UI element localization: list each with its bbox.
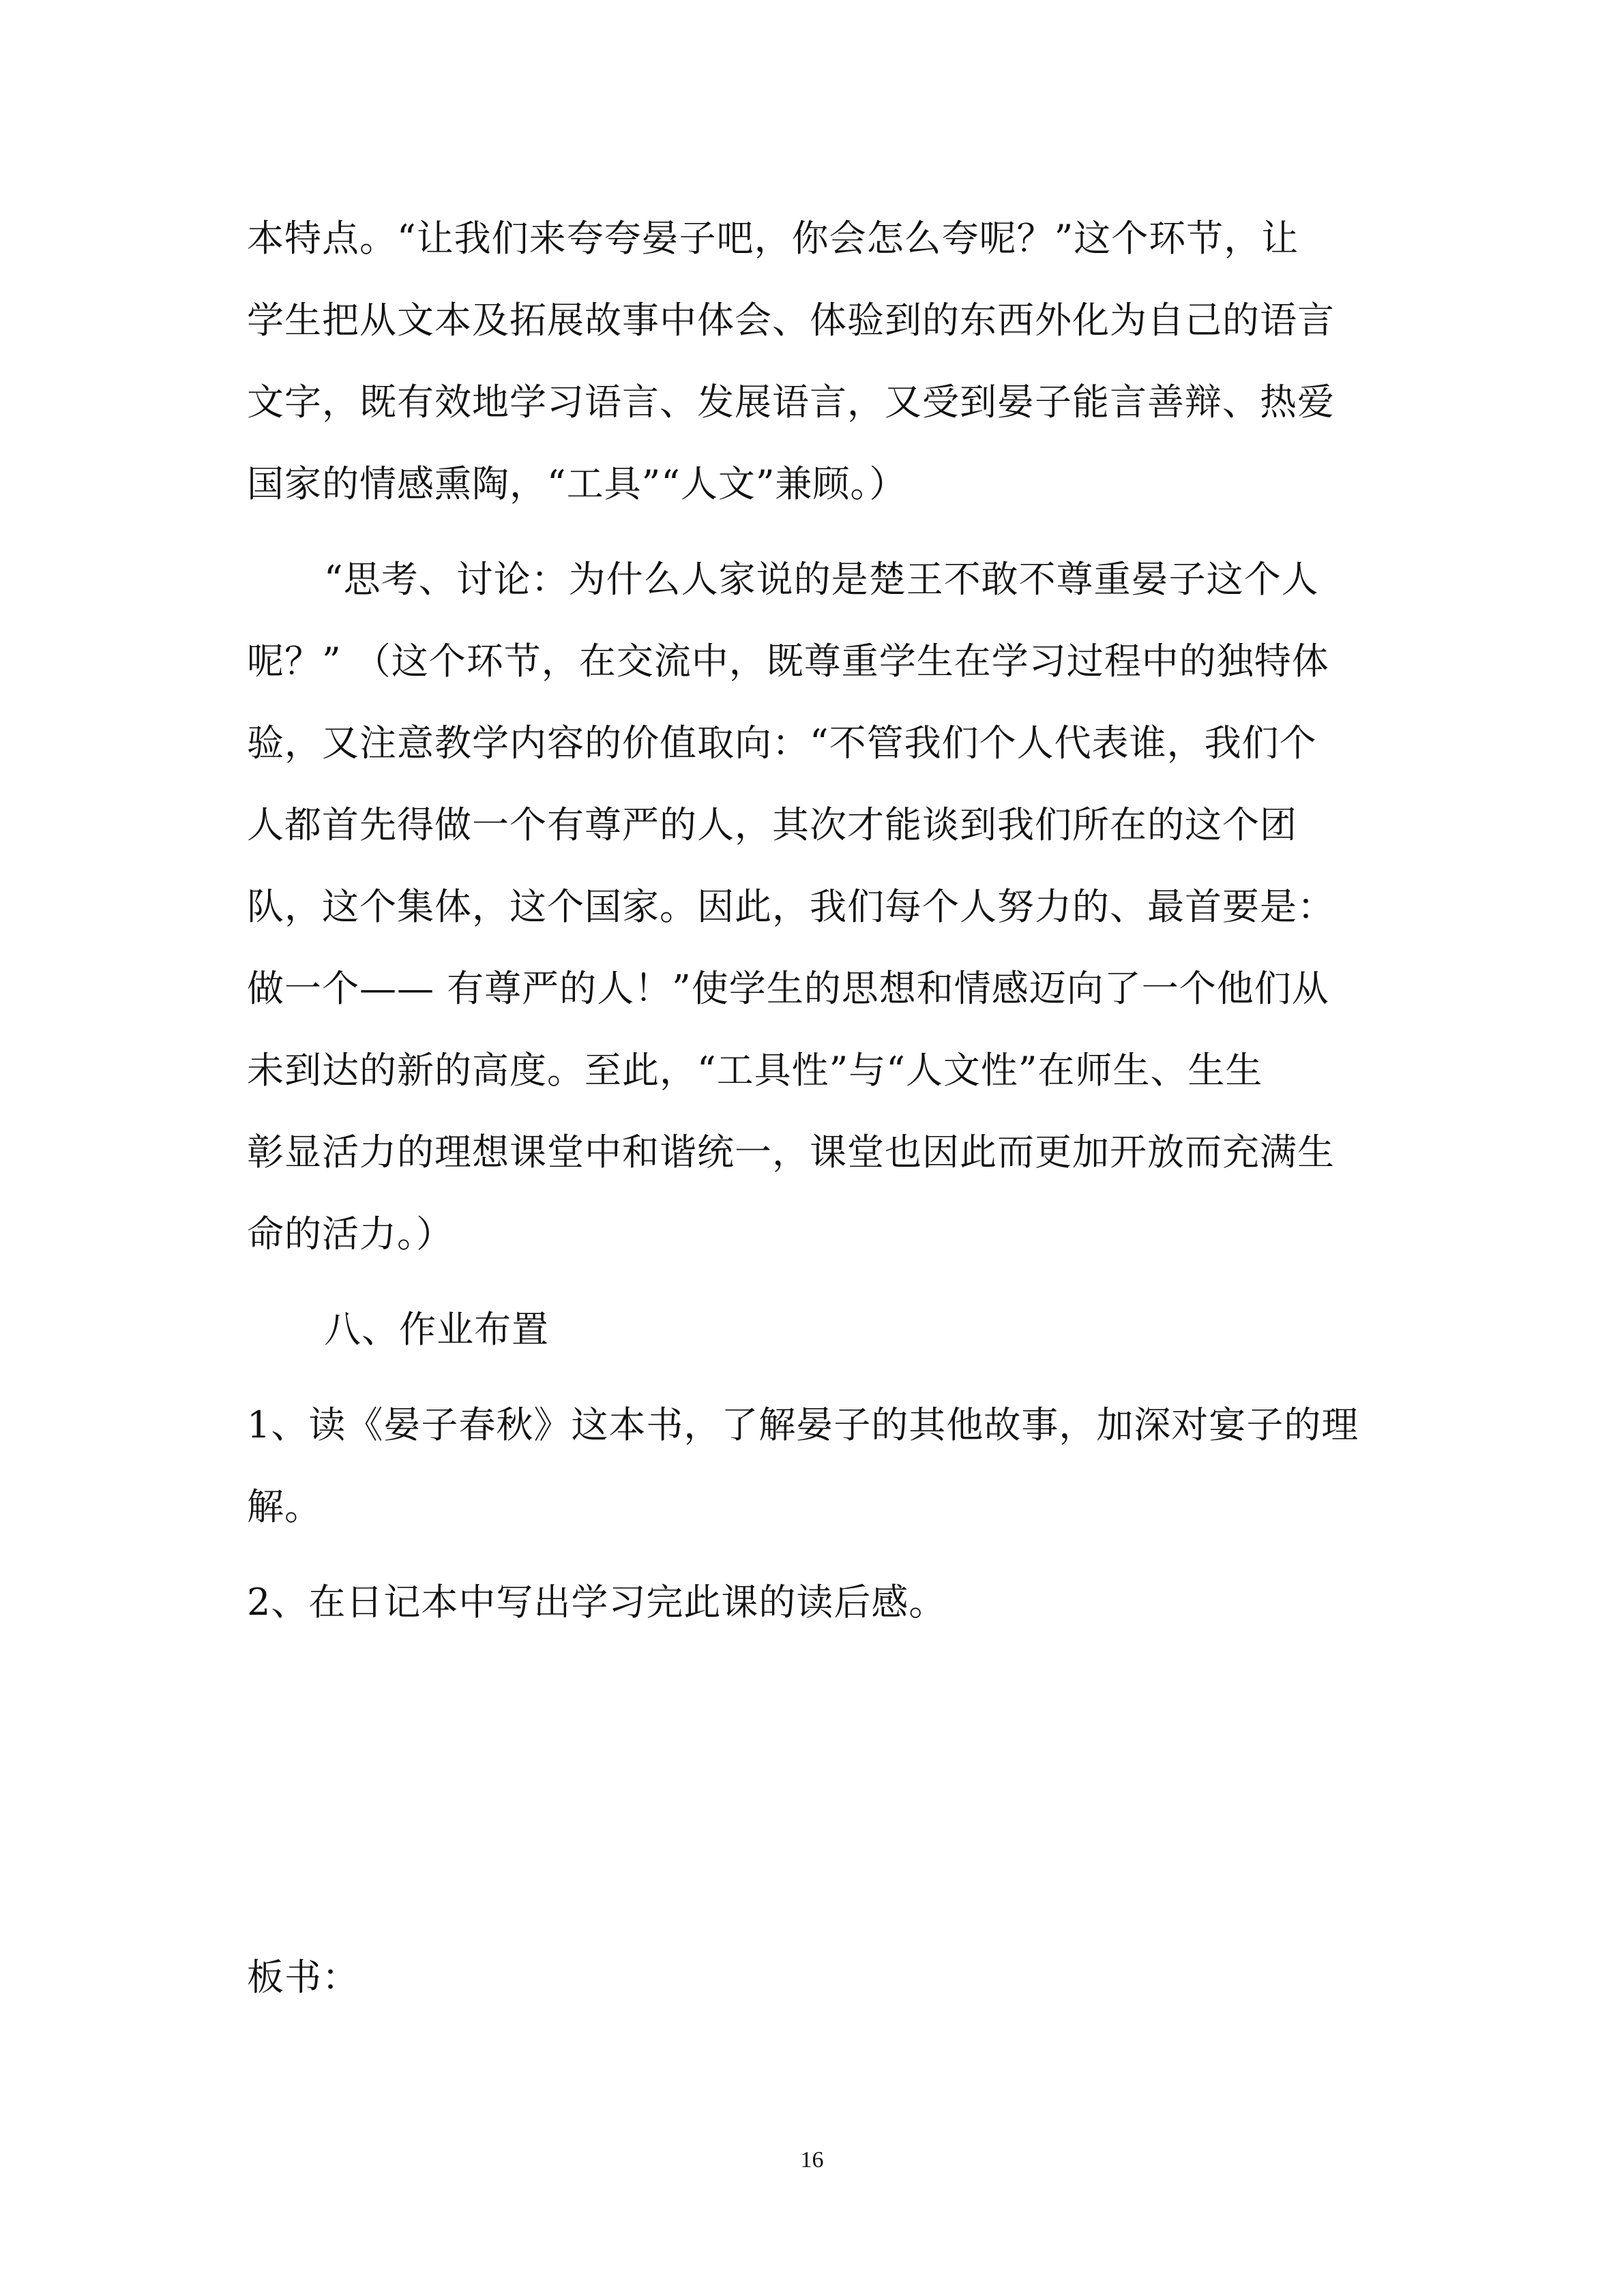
paragraph-1-line-2: 学生把从文本及拓展故事中体会、体验到的东西外化为自己的语言 (247, 299, 1335, 342)
homework-item-1-line-1: 1、读《晏子春秋》这本书，了解晏子的其他故事，加深对宴子的理 (247, 1403, 1359, 1446)
paragraph-2-line-7: 未到达的新的高度。至此，“工具性”与“人文性”在师生、生生 (247, 1049, 1263, 1092)
board-label: 板书： (247, 1956, 359, 1999)
paragraph-2-line-3: 验，又注意教学内容的价值取向：“不管我们个人代表谁，我们个 (247, 721, 1317, 764)
paragraph-1-line-1: 本特点。“让我们来夸夸晏子吧，你会怎么夸呢？”这个环节，让 (247, 217, 1299, 260)
paragraph-2-line-4: 人都首先得做一个有尊严的人，其次才能谈到我们所在的这个团 (247, 803, 1297, 846)
homework-item-2: 2、在日记本中写出学习完此课的读后感。 (247, 1581, 947, 1624)
homework-item-1-line-2: 解。 (247, 1485, 322, 1528)
paragraph-2-line-9: 命的活力。） (247, 1212, 454, 1255)
paragraph-2-line-8: 彰显活力的理想课堂中和谐统一，课堂也因此而更加开放而充满生 (247, 1131, 1335, 1174)
paragraph-1-line-4: 国家的情感熏陶，“工具”“人文”兼顾。） (247, 462, 907, 505)
paragraph-1-line-3: 文字，既有效地学习语言、发展语言，又受到晏子能言善辩、热爱 (247, 381, 1335, 423)
page-number: 16 (800, 2147, 824, 2173)
paragraph-2-line-2: 呢？” （这个环节，在交流中，既尊重学生在学习过程中的独特体 (247, 640, 1329, 683)
section-heading: 八、作业布置 (324, 1308, 549, 1351)
paragraph-2-line-6: 做一个—— 有尊严的人！”使学生的思想和情感迈向了一个他们从 (247, 967, 1329, 1010)
paragraph-2-line-1: “思考、讨论：为什么人家说的是楚王不敢不尊重晏子这个人 (324, 558, 1319, 601)
paragraph-2-line-5: 队，这个集体，这个国家。因此，我们每个人努力的、最首要是： (247, 885, 1335, 928)
